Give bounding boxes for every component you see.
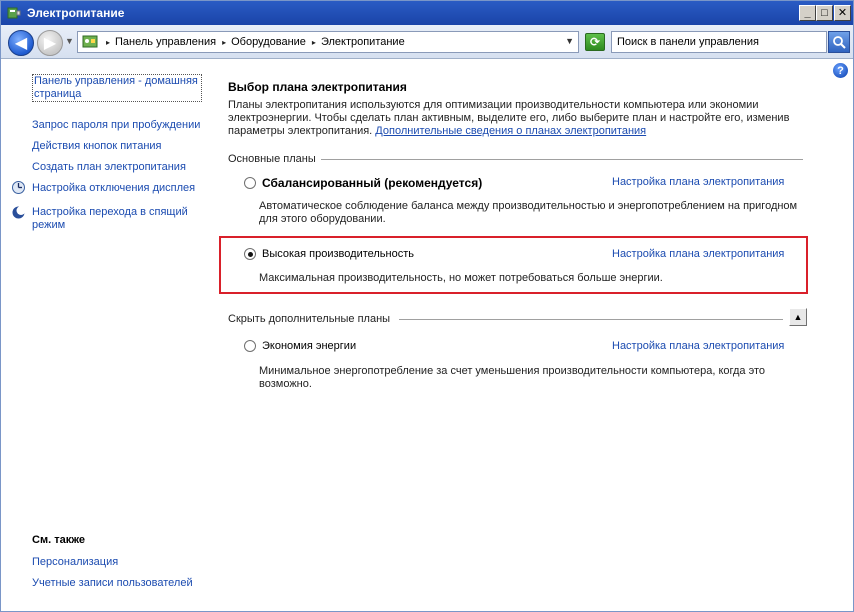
help-icon[interactable]: ? — [833, 63, 848, 78]
content-area — [1, 60, 853, 611]
selected-plan-highlight — [219, 236, 808, 294]
group-divider — [321, 159, 803, 160]
plan-power-saver-name: Экономия энергии — [262, 340, 357, 352]
plan-balanced-description: Автоматическое соблюдение баланса между производительностью и энергопотреблением на пригодном для этого оборудовании. — [259, 200, 798, 225]
plan-high-performance-radio[interactable] — [244, 248, 256, 260]
plan-power-saver-configure-link[interactable]: Настройка плана электропитания — [612, 340, 785, 352]
maximize-button[interactable]: □ — [816, 5, 833, 21]
minimize-button[interactable]: _ — [799, 5, 816, 21]
address-dropdown-icon[interactable]: ▼ — [565, 36, 574, 46]
plan-balanced-configure-link[interactable]: Настройка плана электропитания — [612, 176, 785, 188]
intro-text — [228, 99, 808, 138]
display-icon — [11, 180, 26, 195]
forward-button[interactable]: ▶ — [37, 30, 63, 56]
breadcrumb-separator: ▸ — [106, 37, 111, 47]
collapse-additional-plans-button[interactable]: ▲ — [789, 308, 807, 326]
require-password-link[interactable]: Запрос пароля при пробуждении — [32, 119, 201, 131]
create-power-plan-link[interactable]: Создать план электропитания — [32, 161, 186, 173]
plan-balanced[interactable] — [244, 176, 482, 190]
page-title: Выбор плана электропитания — [228, 80, 407, 94]
close-button[interactable]: ✕ — [834, 5, 851, 21]
personalization-link[interactable]: Персонализация — [32, 556, 119, 568]
plan-high-performance-configure-link[interactable]: Настройка плана электропитания — [612, 248, 785, 260]
plan-high-performance-name: Высокая производительность — [262, 248, 414, 260]
plan-balanced-name: Сбалансированный (рекомендуется) — [262, 176, 483, 190]
plan-power-saver-radio[interactable] — [244, 340, 256, 352]
control-panel-icon — [82, 34, 98, 50]
search-icon — [832, 35, 846, 49]
control-panel-home-link[interactable]: Панель управления - домашняя страница — [32, 74, 202, 102]
display-off-settings-link[interactable]: Настройка отключения дисплея — [32, 182, 196, 194]
navigation-bar — [1, 25, 853, 59]
search-input[interactable]: Поиск в панели управления — [611, 31, 827, 53]
power-options-app-icon — [6, 5, 22, 21]
user-accounts-link[interactable]: Учетные записи пользователей — [32, 577, 193, 589]
search-button[interactable] — [828, 31, 850, 53]
breadcrumb-power-options[interactable]: Электропитание — [320, 36, 405, 48]
refresh-button[interactable]: ⟳ — [585, 33, 605, 51]
plan-power-saver-description: Минимальное энергопотребление за счет уменьшения производительности компьютера, когда это возможно. — [259, 365, 766, 390]
intro-description: Планы электропитания используются для оптимизации производительности компьютера или экономии электроэнергии. Чтобы сделать план активным, выделите его, либо выберите план и настройте его, изменив параметры электропитания. — [228, 99, 790, 137]
address-bar[interactable] — [77, 31, 579, 53]
see-also-heading: См. также — [32, 534, 85, 546]
breadcrumb-control-panel[interactable]: Панель управления — [115, 36, 217, 48]
window-title: Электропитание — [27, 6, 125, 20]
breadcrumb-hardware[interactable]: Оборудование — [231, 36, 306, 48]
preferred-plans-label: Основные планы — [228, 153, 316, 165]
title-bar[interactable] — [1, 1, 853, 25]
breadcrumb-separator[interactable]: ▸ — [222, 37, 227, 47]
sleep-moon-icon — [11, 205, 26, 220]
sleep-settings-link[interactable]: Настройка перехода в спящий режим — [32, 206, 188, 231]
radio-selected-dot — [248, 252, 253, 257]
learn-more-power-plans-link[interactable]: Дополнительные сведения о планах электропитания — [375, 125, 647, 137]
plan-power-saver[interactable] — [244, 340, 356, 352]
additional-plans-label[interactable]: Скрыть дополнительные планы — [228, 313, 391, 325]
plan-high-performance-description: Максимальная производительность, но может потребоваться больше энергии. — [259, 272, 663, 284]
recent-pages-dropdown[interactable]: ▼ — [65, 36, 74, 46]
group-divider — [399, 319, 783, 320]
plan-balanced-radio[interactable] — [244, 177, 256, 189]
plan-high-performance[interactable] — [244, 248, 414, 260]
breadcrumb-separator[interactable]: ▸ — [311, 37, 316, 47]
back-button[interactable]: ◀ — [8, 30, 34, 56]
power-buttons-link[interactable]: Действия кнопок питания — [32, 140, 162, 152]
